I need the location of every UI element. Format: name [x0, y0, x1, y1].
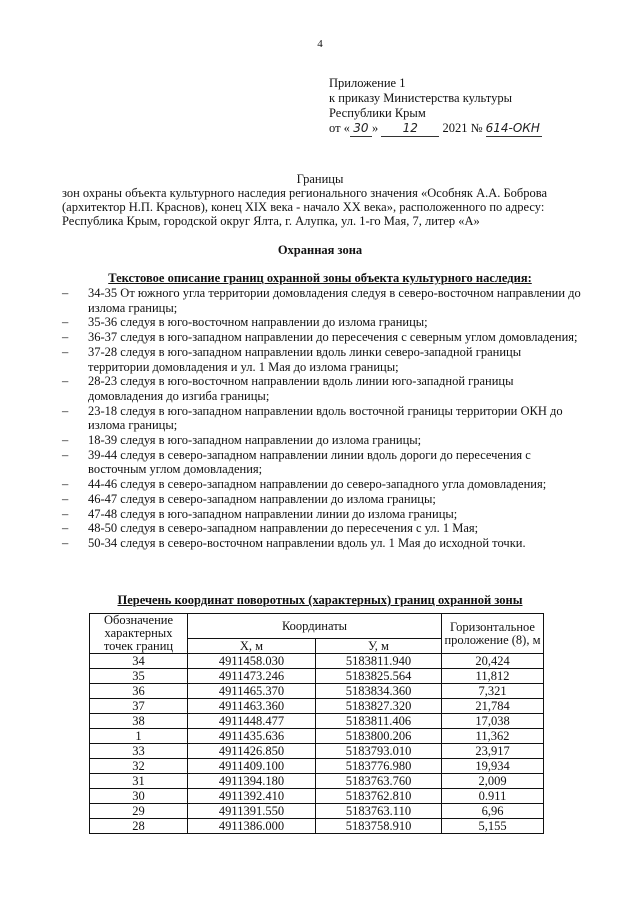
table-row: 38 4911448.477 5183811.406 17,038 [90, 714, 544, 729]
dash: – [62, 403, 69, 418]
dash: – [62, 447, 69, 462]
table-row: 37 4911463.360 5183827.320 21,784 [90, 699, 544, 714]
list-item: – 35-36 следуя в юго-восточном направлении до излома границы; [62, 315, 428, 330]
list-item: – 44-46 следуя в северо-западном направлении до северо-западного угла домовладения; [62, 477, 547, 492]
boundary-list [62, 286, 582, 551]
object-description: зон охраны объекта культурного наследия регионального значения «Особняк А.А. Боброва (архитектор Н.П. Краснов), конец XIX века - начало XX века», расположенного по адресу: Республика Крым, городской округ Ялта, г. Алупка, ул. 1-го Мая, 7, литер «А» [62, 186, 548, 228]
dash: – [62, 491, 69, 506]
list-item: – 34-35 От южного угла территории домовладения следуя в северо-восточном направлении до излома границы; [62, 286, 581, 315]
list-item: – 37-28 следуя в юго-западном направлении вдоль линки северо-западной границы территории домовладения и ул. 1 Мая до излома границы; [62, 344, 522, 374]
coordinates-table [89, 613, 544, 834]
list-item: – 23-18 следуя в юго-западном направлении вдоль восточной границы территории ОКН до излома границы; [62, 403, 563, 433]
table-row: 28 4911386.000 5183758.910 5,155 [90, 819, 544, 834]
dash: – [62, 315, 69, 330]
table-row: 30 4911392.410 5183762.810 0.911 [90, 789, 544, 804]
appendix-block [329, 76, 542, 137]
list-item: – 18-39 следуя в юго-западном направлении до излома границы; [62, 433, 422, 448]
table-row: 33 4911426.850 5183793.010 23,917 [90, 744, 544, 759]
dash: – [62, 374, 69, 389]
page-number: 4 [317, 38, 323, 50]
dash: – [62, 286, 69, 300]
list-item: – 28-23 следуя в юго-восточном направлении вдоль линии юго-западной границы домовладения до изгиба границы; [62, 374, 514, 403]
list-item: – 47-48 следуя в юго-западном направлении линии до излома границы; [62, 506, 458, 521]
list-item: – 46-47 следуя в северо-западном направлении до излома границы; [62, 491, 436, 506]
table-row: 32 4911409.100 5183776.980 19,934 [90, 759, 544, 774]
date-month-handwritten: 12 [381, 121, 439, 137]
document-heading: Границы [296, 172, 344, 186]
dash: – [62, 535, 69, 550]
header-coordinates: Координаты [188, 614, 442, 639]
table-row: 29 4911391.550 5183763.110 6,96 [90, 804, 544, 819]
header-point-name: Обозначение характерных точек границ [90, 614, 188, 654]
table-row: 34 4911458.030 5183811.940 20,424 [90, 654, 544, 669]
appendix-line-3: Республики Крым [329, 106, 426, 120]
appendix-date-line [329, 121, 542, 137]
appendix-line-1: Приложение 1 [329, 76, 406, 90]
dash: – [62, 344, 69, 359]
list-item: – 39-44 следуя в северо-западном направлении линии вдоль дороги до пересечения с восточным углом домовладения; [62, 447, 531, 477]
text-description-title: Текстовое описание границ охранной зоны объекта культурного наследия: [108, 271, 532, 285]
dash: – [62, 506, 69, 521]
list-item: – 50-34 следуя в северо-восточном направлении вдоль ул. 1 Мая до исходной точки. [62, 535, 526, 550]
date-sep: » [371, 121, 379, 135]
header-horizontal-distance: Горизонтальное проложение (8), м [442, 614, 544, 654]
list-item: – 36-37 следуя в юго-западном направлении до пересечения с северным углом домовладения; [62, 330, 578, 345]
dash: – [62, 477, 69, 492]
table-row: 31 4911394.180 5183763.760 2,009 [90, 774, 544, 789]
table-title: Перечень координат поворотных (характерных) границ охранной зоны [117, 593, 523, 607]
list-item: – 48-50 следуя в северо-западном направлении до пересечения с ул. 1 Мая; [62, 521, 479, 536]
date-year: 2021 № [442, 121, 483, 135]
date-prefix: от « [329, 121, 350, 135]
date-day-handwritten: 30 [350, 121, 372, 137]
table-row: 1 4911435.636 5183800.206 11,362 [90, 729, 544, 744]
header-y: У, м [316, 639, 442, 654]
order-number-handwritten: 614-ОКН [485, 121, 540, 135]
table-row: 36 4911465.370 5183834.360 7,321 [90, 684, 544, 699]
dash: – [62, 433, 69, 448]
dash: – [62, 521, 69, 536]
dash: – [62, 330, 69, 345]
table-row: 35 4911473.246 5183825.564 11,812 [90, 669, 544, 684]
header-x: Х, м [188, 639, 316, 654]
appendix-line-2: к приказу Министерства культуры [329, 91, 512, 105]
zone-title: Охранная зона [277, 243, 363, 257]
